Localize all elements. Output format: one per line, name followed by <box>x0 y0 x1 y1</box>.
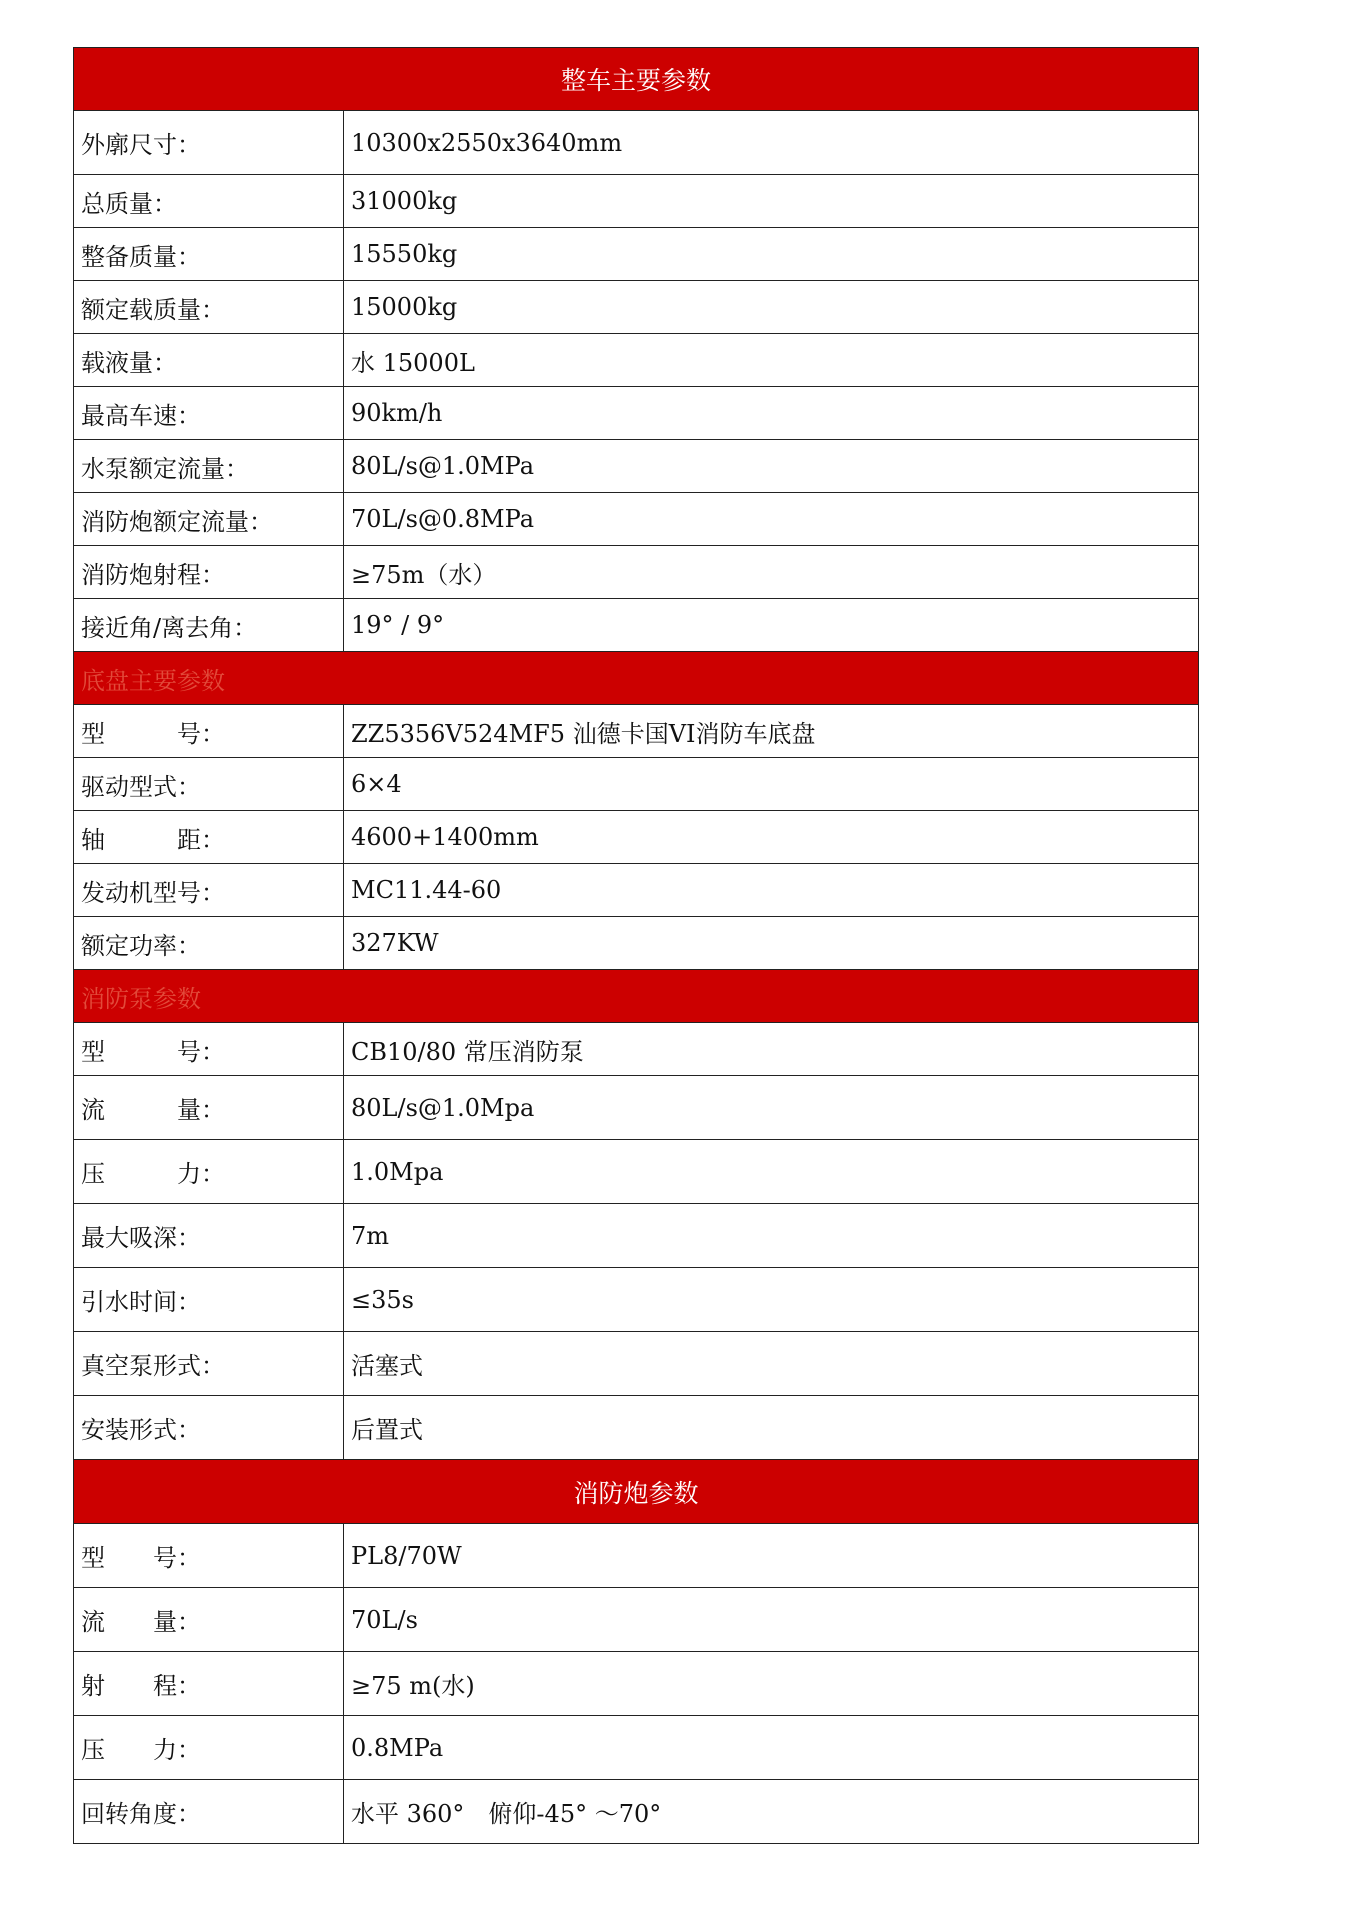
row-label: 安装形式： <box>74 1396 344 1460</box>
row-label: 流 量： <box>74 1588 344 1652</box>
row-value: 15550kg <box>344 228 1199 281</box>
row-value: 80L/s@1.0MPa <box>344 440 1199 493</box>
row-value: CB10/80 常压消防泵 <box>344 1023 1199 1076</box>
row-value: MC11.44-60 <box>344 864 1199 917</box>
table-row <box>74 493 1199 546</box>
row-value: PL8/70W <box>344 1524 1199 1588</box>
section-header-chassis <box>74 652 1199 705</box>
table-row <box>74 811 1199 864</box>
row-value: 10300x2550x3640mm <box>344 111 1199 175</box>
row-value: 19° / 9° <box>344 599 1199 652</box>
row-label: 真空泵形式： <box>74 1332 344 1396</box>
table-row <box>74 440 1199 493</box>
row-label: 额定载质量： <box>74 281 344 334</box>
table-row <box>74 387 1199 440</box>
table-row <box>74 1588 1199 1652</box>
table-row <box>74 917 1199 970</box>
row-value: 327KW <box>344 917 1199 970</box>
row-label: 最大吸深： <box>74 1204 344 1268</box>
row-value: 后置式 <box>344 1396 1199 1460</box>
row-label: 总质量： <box>74 175 344 228</box>
row-value: 70L/s <box>344 1588 1199 1652</box>
row-label: 射 程： <box>74 1652 344 1716</box>
row-value: 活塞式 <box>344 1332 1199 1396</box>
section-title: 整车主要参数 <box>74 48 1199 111</box>
table-row <box>74 1140 1199 1204</box>
table-row <box>74 1780 1199 1844</box>
row-label: 型 号： <box>74 1023 344 1076</box>
row-label: 型 号： <box>74 705 344 758</box>
row-label: 压 力： <box>74 1716 344 1780</box>
row-value: ≤35s <box>344 1268 1199 1332</box>
table-row <box>74 758 1199 811</box>
row-label: 最高车速： <box>74 387 344 440</box>
row-label: 额定功率： <box>74 917 344 970</box>
table-row <box>74 546 1199 599</box>
row-value: 4600+1400mm <box>344 811 1199 864</box>
row-value: 70L/s@0.8MPa <box>344 493 1199 546</box>
row-value: ≥75m（水） <box>344 546 1199 599</box>
table-row <box>74 175 1199 228</box>
table-row <box>74 1716 1199 1780</box>
table-row <box>74 334 1199 387</box>
row-value: 31000kg <box>344 175 1199 228</box>
row-value: 80L/s@1.0Mpa <box>344 1076 1199 1140</box>
row-label: 轴 距： <box>74 811 344 864</box>
table-row <box>74 111 1199 175</box>
row-value: 90km/h <box>344 387 1199 440</box>
row-label: 接近角/离去角： <box>74 599 344 652</box>
row-value: ZZ5356V524MF5 汕德卡国VI消防车底盘 <box>344 705 1199 758</box>
section-title: 消防炮参数 <box>74 1460 1199 1524</box>
table-row <box>74 1076 1199 1140</box>
spec-table <box>73 47 1199 1844</box>
row-value: 水平 360° 俯仰-45° ～70° <box>344 1780 1199 1844</box>
section-header-vehicle <box>74 48 1199 111</box>
row-label: 水泵额定流量： <box>74 440 344 493</box>
table-row <box>74 599 1199 652</box>
row-label: 整备质量： <box>74 228 344 281</box>
table-row <box>74 1332 1199 1396</box>
section-header-monitor <box>74 1460 1199 1524</box>
section-title: 消防泵参数 <box>74 970 1199 1023</box>
row-label: 载液量： <box>74 334 344 387</box>
section-title: 底盘主要参数 <box>74 652 1199 705</box>
row-value: 15000kg <box>344 281 1199 334</box>
table-row <box>74 1204 1199 1268</box>
row-label: 型 号： <box>74 1524 344 1588</box>
table-row <box>74 281 1199 334</box>
row-value: 水 15000L <box>344 334 1199 387</box>
section-header-pump <box>74 970 1199 1023</box>
table-row <box>74 864 1199 917</box>
table-row <box>74 1524 1199 1588</box>
row-label: 压 力： <box>74 1140 344 1204</box>
row-label: 引水时间： <box>74 1268 344 1332</box>
row-value: 1.0Mpa <box>344 1140 1199 1204</box>
row-value: 7m <box>344 1204 1199 1268</box>
row-label: 发动机型号： <box>74 864 344 917</box>
row-label: 回转角度： <box>74 1780 344 1844</box>
row-label: 外廓尺寸： <box>74 111 344 175</box>
table-row <box>74 1396 1199 1460</box>
row-label: 流 量： <box>74 1076 344 1140</box>
table-row <box>74 705 1199 758</box>
row-label: 驱动型式： <box>74 758 344 811</box>
row-value: 6×4 <box>344 758 1199 811</box>
row-label: 消防炮射程： <box>74 546 344 599</box>
table-row <box>74 1652 1199 1716</box>
row-label: 消防炮额定流量： <box>74 493 344 546</box>
table-row <box>74 1023 1199 1076</box>
table-row <box>74 1268 1199 1332</box>
table-row <box>74 228 1199 281</box>
row-value: ≥75 m(水) <box>344 1652 1199 1716</box>
row-value: 0.8MPa <box>344 1716 1199 1780</box>
